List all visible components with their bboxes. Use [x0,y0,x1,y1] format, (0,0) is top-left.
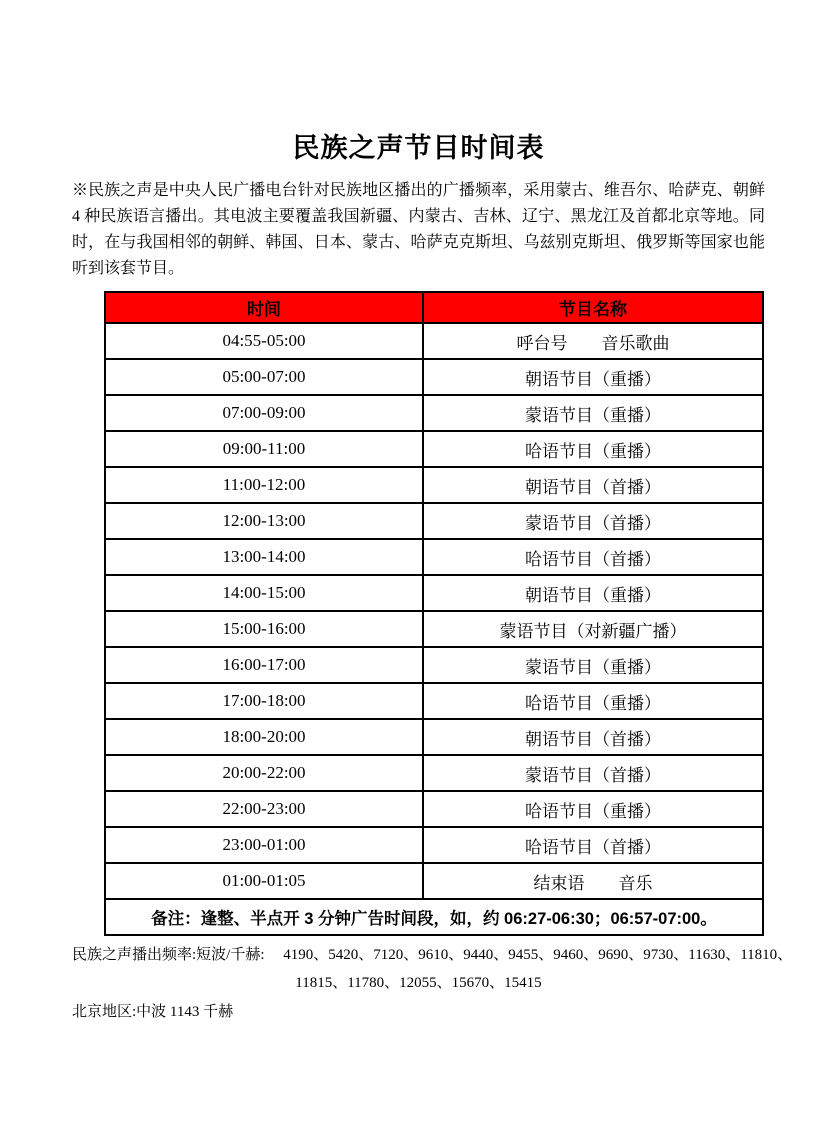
time-cell: 04:55-05:00 [105,323,423,359]
time-cell: 01:00-01:05 [105,863,423,899]
intro-paragraph: ※民族之声是中央人民广播电台针对民族地区播出的广播频率，采用蒙古、维吾尔、哈萨克、朝鲜 4 种民族语言播出。其电波主要覆盖我国新疆、内蒙古、吉林、辽宁、黑龙江及首都北京等地。同时，在与我国相邻的朝鲜、韩国、日本、蒙古、哈萨克克斯坦、乌兹别克斯坦、俄罗斯等国家也能听到该套节目。 [72,182,765,277]
time-cell: 18:00-20:00 [105,719,423,755]
program-cell: 蒙语节目（首播） [423,755,763,791]
table-row [105,323,763,359]
table-row [105,467,763,503]
table-row [105,791,763,827]
program-cell: 哈语节目（首播） [423,539,763,575]
table-row [105,683,763,719]
table-row [105,503,763,539]
time-cell: 16:00-17:00 [105,647,423,683]
column-header-program: 节目名称 [423,292,763,323]
frequency-note-line1: 民族之声播出频率:短波/千赫: 4190、5420、7120、9610、9440、9455、9460、9690、9730、11630、11810、 [72,947,793,963]
schedule-body [105,323,763,899]
table-row [105,539,763,575]
time-cell: 09:00-11:00 [105,431,423,467]
program-cell: 朝语节目（重播） [423,359,763,395]
program-cell: 朝语节目（首播） [423,467,763,503]
time-cell: 15:00-16:00 [105,611,423,647]
time-cell: 12:00-13:00 [105,503,423,539]
frequency-note-line2: 11815、11780、12055、15670、15415 [295,975,542,991]
program-cell: 朝语节目（重播） [423,575,763,611]
program-cell: 哈语节目（重播） [423,791,763,827]
table-row [105,827,763,863]
program-cell: 哈语节目（首播） [423,827,763,863]
time-cell: 05:00-07:00 [105,359,423,395]
program-cell: 蒙语节目（重播） [423,395,763,431]
table-header-row [105,292,763,323]
page-title: 民族之声节目时间表 [292,133,545,163]
beijing-frequency-note: 北京地区:中波 1143 千赫 [72,1004,234,1020]
table-row [105,755,763,791]
table-row [105,575,763,611]
table-row [105,863,763,899]
time-cell: 07:00-09:00 [105,395,423,431]
table-row [105,647,763,683]
time-cell: 17:00-18:00 [105,683,423,719]
time-cell: 11:00-12:00 [105,467,423,503]
table-row [105,719,763,755]
table-row [105,395,763,431]
program-cell: 哈语节目（重播） [423,683,763,719]
table-row [105,431,763,467]
program-cell: 呼台号 音乐歌曲 [423,323,763,359]
time-cell: 20:00-22:00 [105,755,423,791]
program-cell: 蒙语节目（首播） [423,503,763,539]
time-cell: 22:00-23:00 [105,791,423,827]
table-row [105,611,763,647]
time-cell: 23:00-01:00 [105,827,423,863]
remark-row [105,899,763,935]
table-row [105,359,763,395]
program-cell: 蒙语节目（对新疆广播） [423,611,763,647]
schedule-table [104,291,764,936]
program-cell: 结束语 音乐 [423,863,763,899]
remark-cell: 备注：逢整、半点开 3 分钟广告时间段，如，约 06:27-06:30；06:57-07:00。 [105,899,763,935]
program-cell: 蒙语节目（重播） [423,647,763,683]
time-cell: 14:00-15:00 [105,575,423,611]
time-cell: 13:00-14:00 [105,539,423,575]
program-cell: 哈语节目（重播） [423,431,763,467]
program-cell: 朝语节目（首播） [423,719,763,755]
column-header-time: 时间 [105,292,423,323]
